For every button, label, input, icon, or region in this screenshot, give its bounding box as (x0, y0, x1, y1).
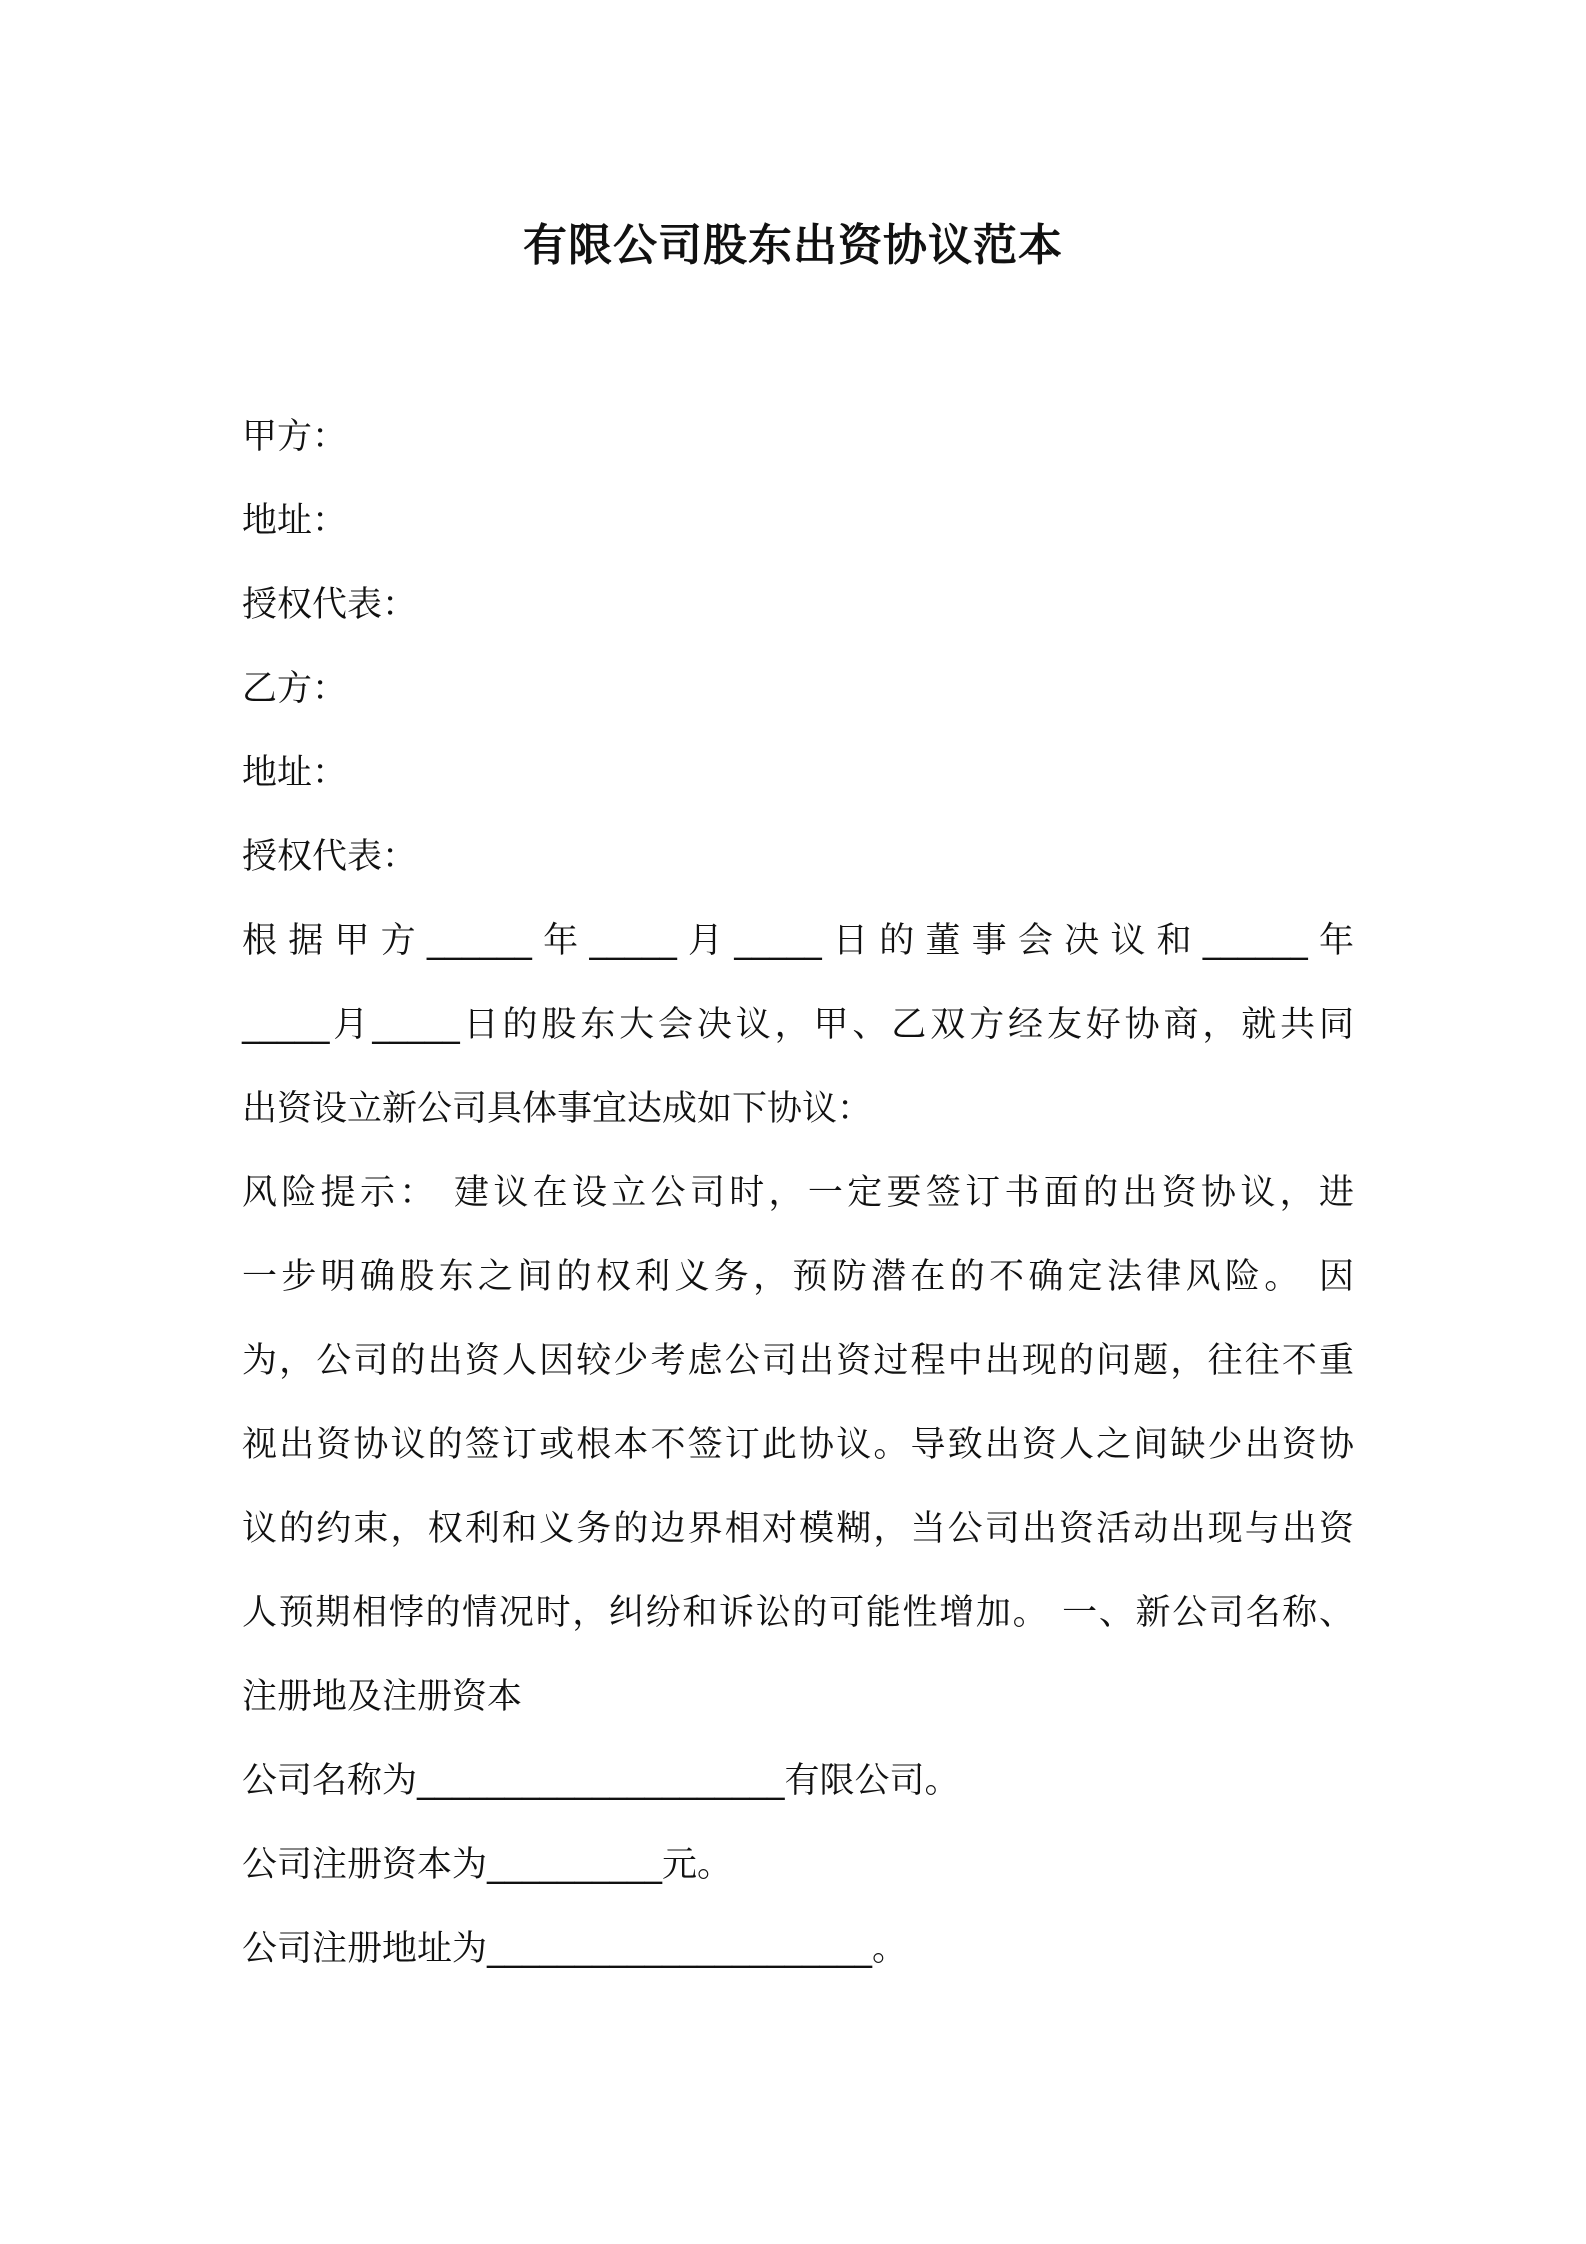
company-name-line: 公司名称为_____________________有限公司。 (242, 1761, 960, 1801)
party-b-address-label: 地址： (242, 753, 348, 793)
risk-line-4: 视出资协议的签订或根本不签订此协议。导致出资人之间缺少出资协 (242, 1425, 1354, 1465)
party-a-address-label: 地址： (242, 501, 348, 541)
preamble-line-2: _____月_____日的股东大会决议，甲、乙双方经友好协商，就共同 (242, 1005, 1354, 1045)
risk-line-2: 一步明确股东之间的权利义务，预防潜在的不确定法律风险。 因 (242, 1257, 1354, 1297)
section-heading-company: 注册地及注册资本 (242, 1677, 523, 1717)
party-a-label: 甲方： (242, 417, 348, 457)
party-a-rep-label: 授权代表： (242, 585, 418, 625)
preamble-line-1: 根据甲方______年_____月_____日的董事会决议和______年 (242, 921, 1354, 961)
risk-line-5: 议的约束，权利和义务的边界相对模糊，当公司出资活动出现与出资 (242, 1509, 1354, 1549)
risk-line-6: 人预期相悖的情况时，纠纷和诉讼的可能性增加。 一、新公司名称、 (242, 1593, 1354, 1633)
risk-line-1: 风险提示： 建议在设立公司时，一定要签订书面的出资协议，进 (242, 1173, 1354, 1213)
risk-line-3: 为，公司的出资人因较少考虑公司出资过程中出现的问题，往往不重 (242, 1341, 1354, 1381)
party-b-label: 乙方： (242, 669, 348, 709)
registered-capital-line: 公司注册资本为__________元。 (242, 1845, 733, 1885)
party-b-rep-label: 授权代表： (242, 837, 418, 877)
document-title: 有限公司股东出资协议范本 (523, 220, 1063, 271)
registered-address-line: 公司注册地址为______________________。 (242, 1929, 908, 1969)
preamble-line-3: 出资设立新公司具体事宜达成如下协议： (242, 1089, 873, 1129)
